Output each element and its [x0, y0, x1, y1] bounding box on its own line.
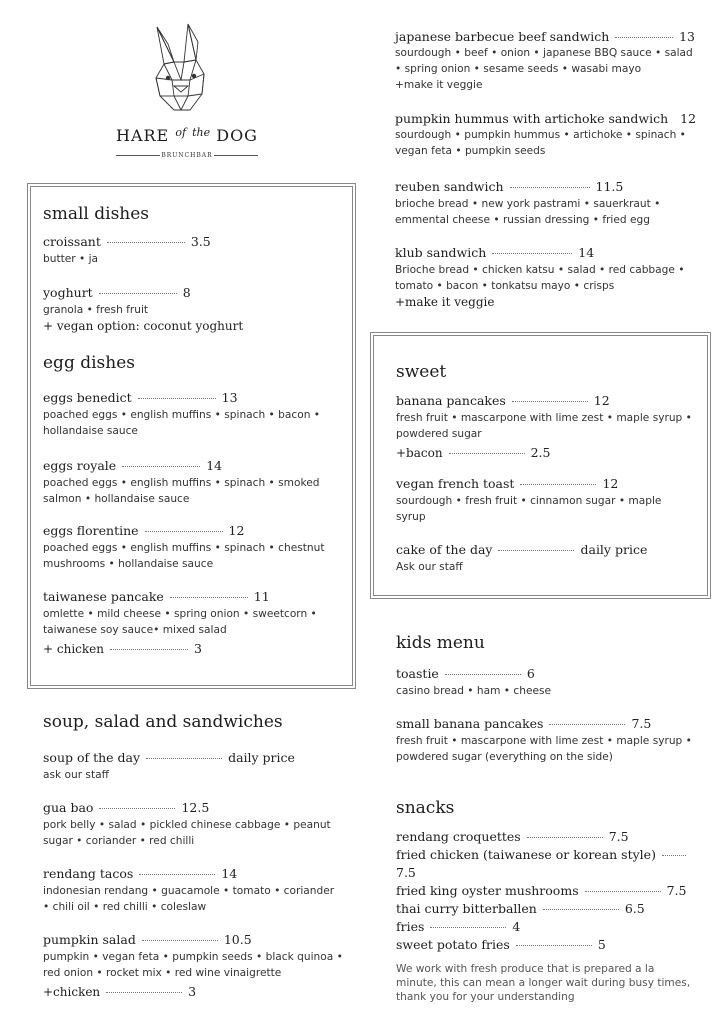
menu-item: [395, 29, 695, 93]
item-description: brioche bread • new york pastrami • sauerkraut • emmental cheese • russian dressing • fried egg: [395, 198, 661, 226]
item-price: 8: [182, 285, 191, 300]
menu-item: [43, 586, 335, 657]
item-name: fried king oyster mushrooms: [396, 883, 579, 898]
item-price: daily price: [580, 542, 648, 557]
menu-item: [43, 455, 335, 507]
brand-name-right: DOG: [216, 126, 258, 145]
menu-item: [396, 663, 696, 699]
item-price: 11: [253, 589, 270, 604]
item-name: reuben sandwich: [395, 179, 504, 194]
item-price: 12: [593, 393, 610, 408]
item-extra: + chicken: [43, 642, 104, 656]
item-price: 12: [228, 523, 245, 538]
menu-item: [43, 282, 333, 334]
logo: [112, 22, 262, 126]
menu-item: [396, 713, 696, 765]
item-price: 3.5: [190, 234, 211, 249]
menu-item: [43, 929, 343, 1000]
item-description: ask our staff: [43, 769, 109, 781]
item-description: Brioche bread • chicken katsu • salad • red cabbage • tomato • bacon • tonkatsu mayo • crisps: [395, 264, 685, 292]
item-name: croissant: [43, 234, 101, 249]
section-title-kids-menu: kids menu: [396, 633, 485, 653]
item-description: poached eggs • english muffins • spinach • smoked salmon • hollandaise sauce: [43, 477, 320, 505]
item-price: 13: [679, 29, 695, 44]
item-extra-price: 3: [193, 641, 202, 656]
item-description: indonesian rendang • guacamole • tomato • coriander • chili oil • red chilli • coleslaw: [43, 885, 335, 913]
item-description: Ask our staff: [396, 561, 463, 573]
item-name: yoghurt: [43, 285, 93, 300]
item-name: fries: [396, 919, 425, 934]
brand-name-of: of: [175, 126, 187, 139]
section-title-snacks: snacks: [396, 798, 455, 818]
menu-item: [395, 176, 695, 228]
item-extra-price: 3: [188, 984, 197, 999]
item-description: sourdough • fresh fruit • cinnamon sugar • maple syrup: [396, 495, 662, 523]
item-price: daily price: [228, 750, 295, 765]
snacks-list: [396, 827, 696, 953]
list-item: [396, 827, 696, 845]
item-price: 7.5: [396, 865, 416, 880]
list-item: [396, 881, 696, 899]
item-name: taiwanese pancake: [43, 589, 164, 604]
item-name: vegan french toast: [396, 476, 515, 491]
item-name: pumpkin hummus with artichoke sandwich: [395, 111, 669, 126]
item-description: poached eggs • english muffins • spinach • chestnut mushrooms • hollandaise sauce: [43, 542, 325, 570]
item-name: fried chicken (taiwanese or korean style): [396, 847, 656, 862]
item-extra-price: 2.5: [530, 445, 551, 460]
item-name: eggs benedict: [43, 390, 132, 405]
item-price: 6: [526, 666, 535, 681]
menu-item: [396, 390, 692, 461]
item-description: omlette • mild cheese • spring onion • sweetcorn • taiwanese soy sauce• mixed salad: [43, 608, 317, 636]
item-description: fresh fruit • mascarpone with lime zest • maple syrup • powdered sugar (everything on the side): [396, 735, 692, 763]
item-extra: +chicken: [43, 985, 101, 999]
item-description: butter • ja: [43, 253, 99, 265]
item-name: banana pancakes: [396, 393, 506, 408]
item-price: 5: [597, 937, 606, 952]
item-price: 11.5: [595, 179, 624, 194]
item-price: 12: [602, 476, 619, 491]
item-description: granola • fresh fruit: [43, 304, 149, 316]
item-name: cake of the day: [396, 542, 493, 557]
item-description: sourdough • beef • onion • japanese BBQ sauce • salad • spring onion • sesame seeds • wasabi mayo: [395, 47, 693, 75]
item-name: rendang tacos: [43, 866, 134, 881]
section-title-sweet: sweet: [396, 362, 447, 382]
item-description: pork belly • salad • pickled chinese cabbage • peanut sugar • coriander • red chilli: [43, 819, 331, 847]
menu-item: [43, 520, 335, 572]
item-name: pumpkin salad: [43, 932, 136, 947]
section-title-soup-salad-sandwiches: soup, salad and sandwiches: [43, 712, 283, 732]
menu-item: [43, 387, 335, 439]
menu-item: [395, 111, 695, 159]
brand-subtitle: BRUNCHBAR: [161, 152, 213, 159]
item-price: 4: [512, 919, 521, 934]
footer-note: We work with fresh produce that is prepared a la minute, this can mean a longer wait during busy times, thank you for your understanding: [396, 963, 691, 1003]
item-description: casino bread • ham • cheese: [396, 685, 552, 697]
item-name: sweet potato fries: [396, 937, 510, 952]
item-extra: + vegan option: coconut yoghurt: [43, 319, 244, 333]
item-description: sourdough • pumpkin hummus • artichoke • spinach • vegan feta • pumpkin seeds: [395, 129, 686, 157]
list-item: [396, 935, 696, 953]
item-price: 14: [206, 458, 223, 473]
geometric-rabbit-head-icon: [112, 22, 262, 122]
item-name: small banana pancakes: [396, 716, 544, 731]
item-name: soup of the day: [43, 750, 141, 765]
menu-item: [43, 231, 333, 267]
item-price: 7.5: [631, 716, 652, 731]
item-description: fresh fruit • mascarpone with lime zest • maple syrup • powdered sugar: [396, 412, 692, 440]
item-name: eggs florentine: [43, 523, 139, 538]
item-name: thai curry bitterballen: [396, 901, 537, 916]
item-name: toastie: [396, 666, 439, 681]
list-item: [396, 845, 696, 881]
menu-item: [396, 539, 692, 575]
menu-item: [396, 473, 692, 525]
item-description: poached eggs • english muffins • spinach • bacon • hollandaise sauce: [43, 409, 321, 437]
item-price: 6.5: [624, 901, 645, 916]
item-name: klub sandwich: [395, 245, 487, 260]
menu-item: [43, 747, 343, 783]
item-price: 7.5: [608, 829, 629, 844]
item-price: 14: [221, 866, 238, 881]
item-name: gua bao: [43, 800, 94, 815]
item-name: eggs royale: [43, 458, 117, 473]
brand-name-left: HARE: [116, 126, 170, 145]
menu-item: [395, 242, 695, 310]
item-price: 14: [578, 245, 595, 260]
item-price: 7.5: [666, 883, 687, 898]
menu-item: [43, 863, 343, 915]
menu-item: [43, 797, 343, 849]
item-description: pumpkin • vegan feta • pumpkin seeds • black quinoa • red onion • rocket mix • red wine vinaigrette: [43, 951, 343, 979]
item-extra: +make it veggie: [395, 79, 483, 91]
item-extra: +bacon: [396, 446, 443, 460]
section-title-egg-dishes: egg dishes: [43, 353, 136, 373]
list-item: [396, 899, 696, 917]
item-price: 12.5: [181, 800, 210, 815]
item-price: 13: [221, 390, 238, 405]
item-name: japanese barbecue beef sandwich: [395, 29, 610, 44]
item-price: 10.5: [223, 932, 252, 947]
item-extra: +make it veggie: [395, 295, 495, 309]
item-price: 12: [680, 111, 697, 126]
section-title-small-dishes: small dishes: [43, 204, 150, 224]
item-name: rendang croquettes: [396, 829, 521, 844]
brand-name: [116, 126, 266, 145]
brand-name-the: the: [192, 126, 211, 139]
list-item: [396, 917, 696, 935]
